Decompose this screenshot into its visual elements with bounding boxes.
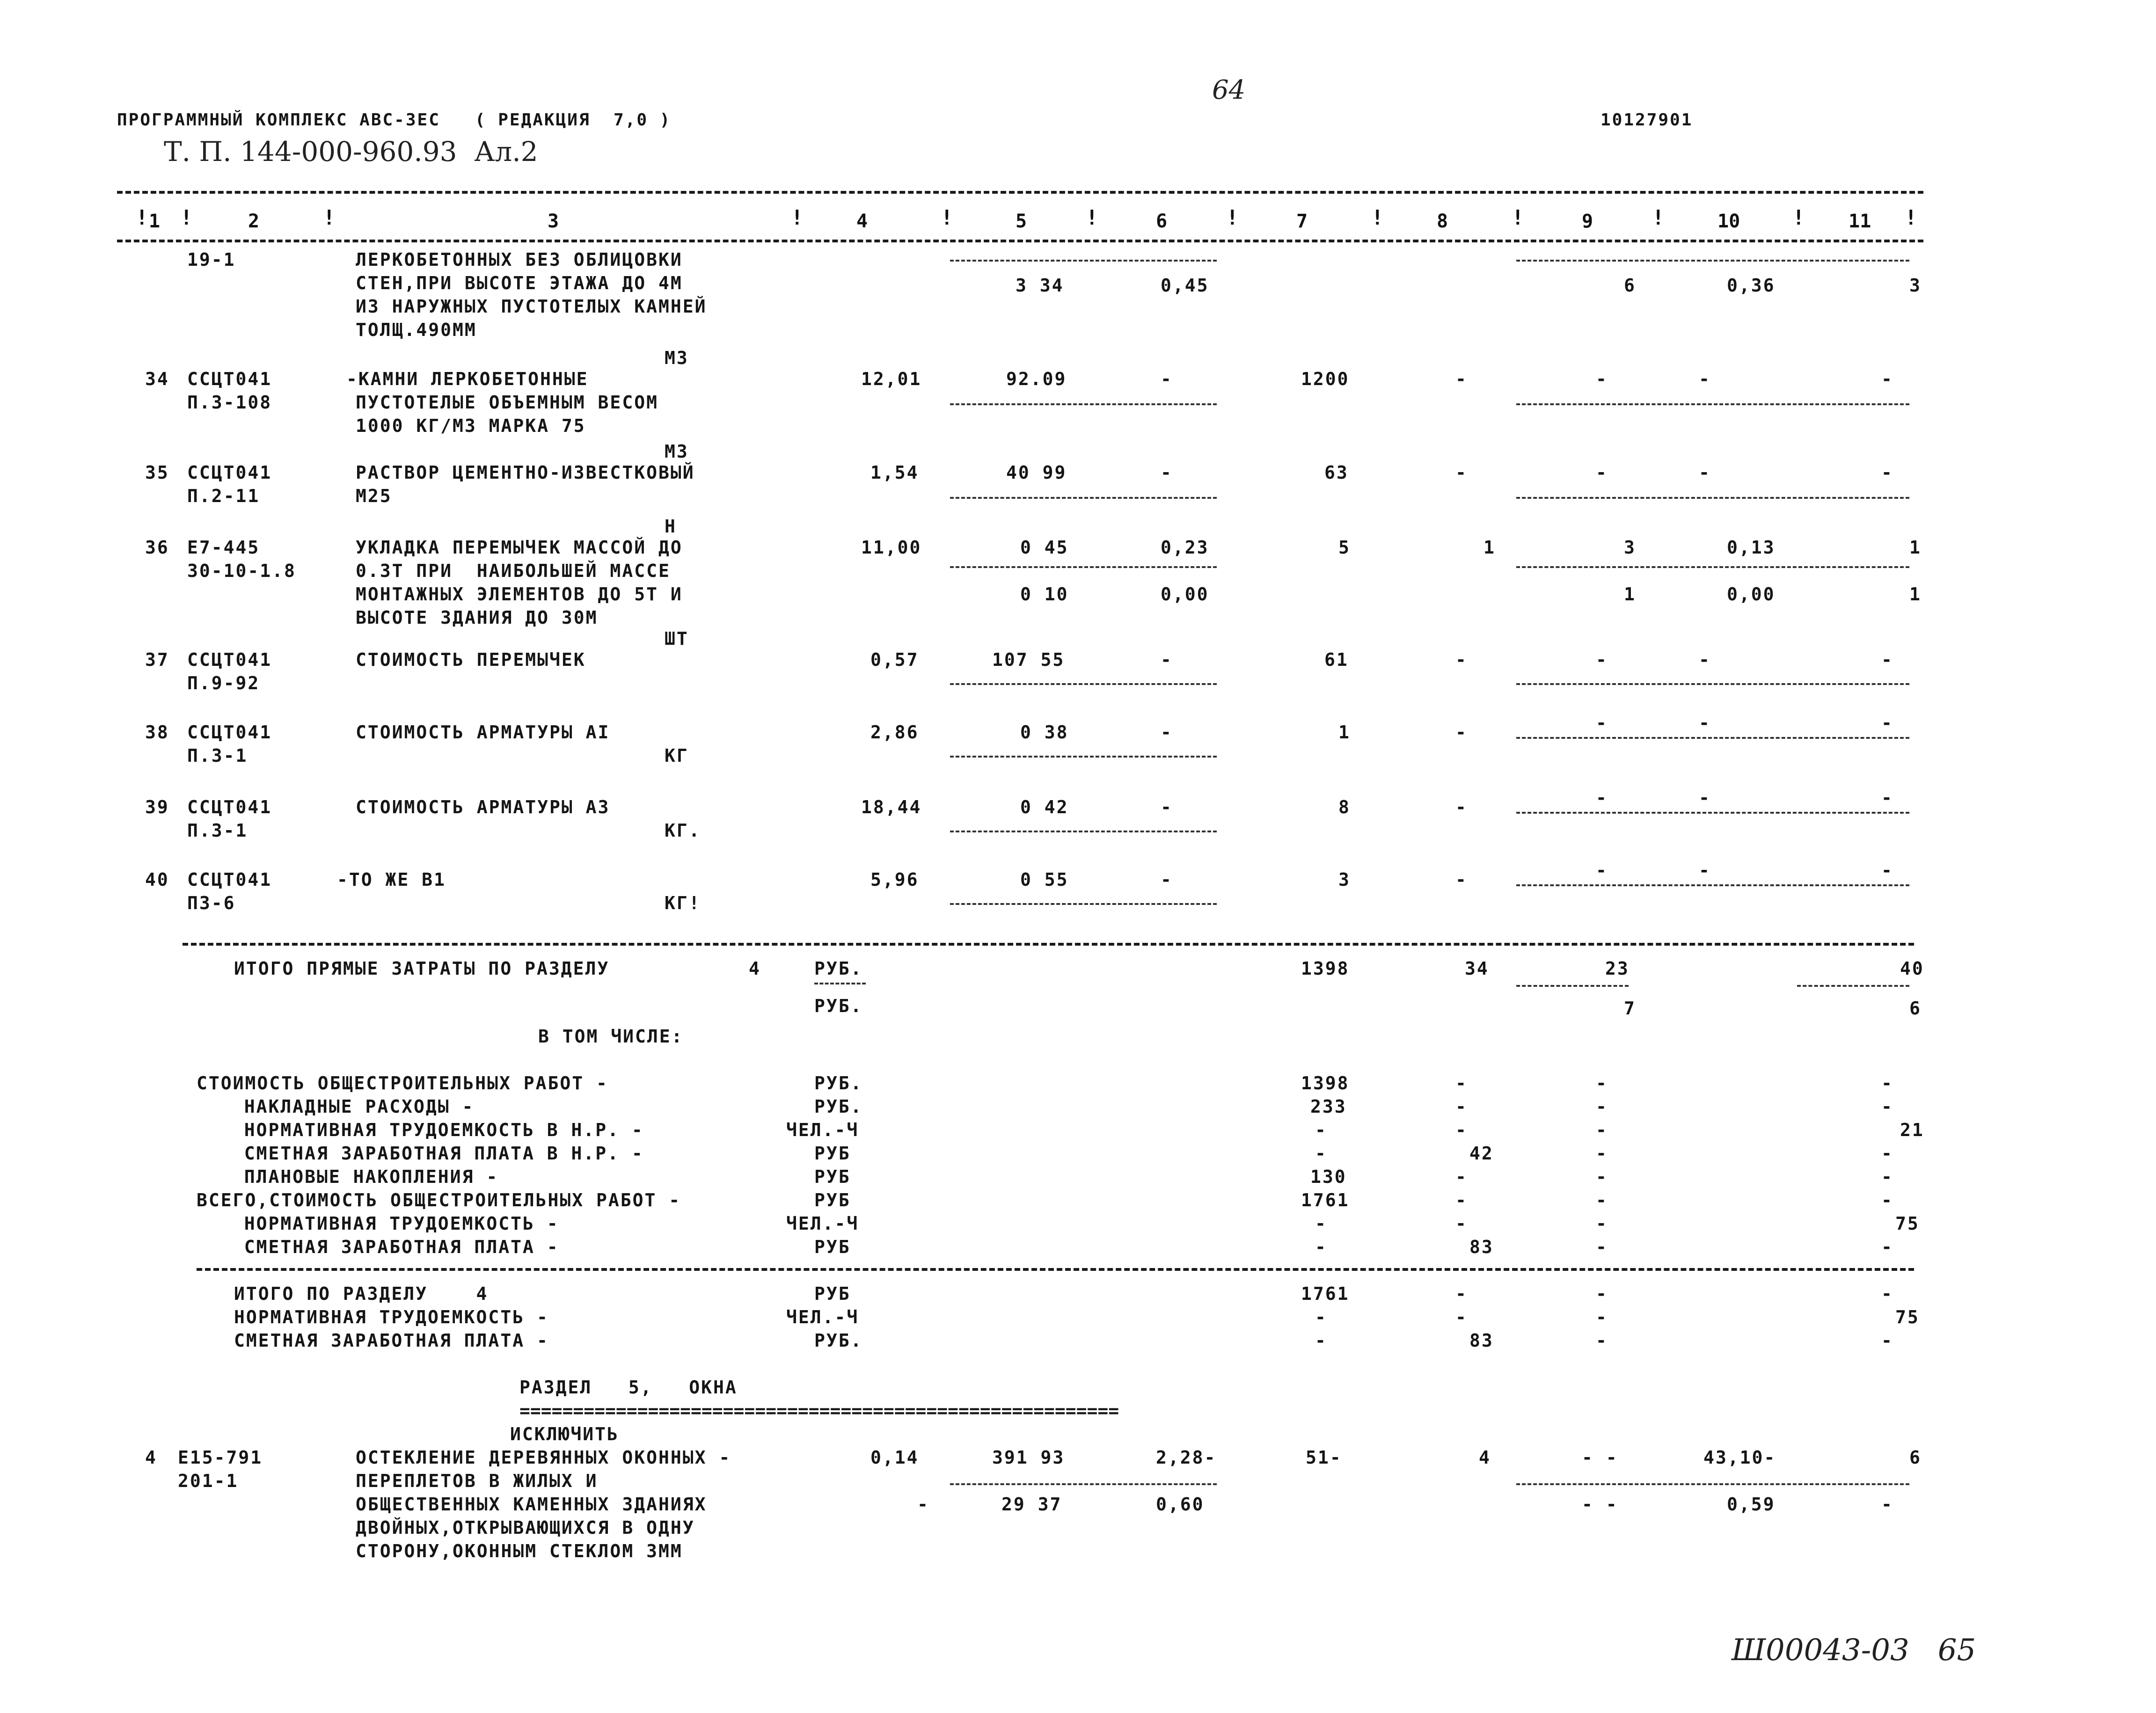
cell-c10: - [1699, 369, 1711, 389]
cell-c6: - [1161, 462, 1173, 483]
row-desc: СТОИМОСТЬ АРМАТУРЫ А3 [356, 797, 610, 817]
cell-c6: 0,45 [1161, 275, 1209, 296]
cell-c11: 6 [1909, 1447, 1922, 1468]
cell-c9: - [1596, 1237, 1608, 1257]
breakdown-unit: ЧЕЛ.-Ч [786, 1213, 859, 1234]
cell-c7: 1761 [1301, 1190, 1350, 1210]
cell-c7: 1200 [1301, 369, 1350, 389]
row-code: П.3-1 [187, 820, 248, 841]
breakdown-label: НАКЛАДНЫЕ РАСХОДЫ - [220, 1096, 475, 1117]
cell-rule [1516, 737, 1909, 739]
cell-c9: - [1596, 713, 1608, 733]
handwritten-page-number: 64 [1212, 75, 1246, 105]
cell-qty: 18,44 [861, 797, 922, 817]
row-code: ССЦТ041 [187, 369, 272, 389]
cell-c11: 75 [1895, 1307, 1920, 1327]
row-unit: КГ [665, 745, 689, 766]
exclude-label: ИСКЛЮЧИТЬ [510, 1424, 619, 1444]
cell-c11: - [1881, 1494, 1893, 1515]
cell-c8: - [1455, 797, 1468, 817]
row-code: ССЦТ041 [187, 722, 272, 743]
cell-c11: 3 [1909, 275, 1922, 296]
row-desc: ОБЩЕСТВЕННЫХ КАМЕННЫХ ЗДАНИЯХ [356, 1494, 707, 1515]
row-desc: ДВОЙНЫХ,ОТКРЫВАЮЩИХСЯ В ОДНУ [356, 1517, 695, 1538]
breakdown-label: СТОИМОСТЬ ОБЩЕСТРОИТЕЛЬНЫХ РАБОТ - [197, 1073, 608, 1093]
section-total-unit: РУБ [814, 1283, 851, 1304]
row-desc: МОНТАЖНЫХ ЭЛЕМЕНТОВ ДО 5Т И [356, 584, 683, 605]
row-code: П.2-11 [187, 486, 260, 506]
cell-c8: - [1455, 869, 1468, 890]
row-desc: 1000 КГ/М3 МАРКА 75 [356, 415, 586, 436]
cell-c5: 3 34 [1016, 275, 1064, 296]
row-code: П.9-92 [187, 673, 260, 693]
cell-rule [1516, 683, 1909, 685]
cell-c8: 83 [1469, 1330, 1494, 1351]
cell-c9: - [1596, 860, 1608, 881]
cell-qty: 11,00 [861, 537, 922, 558]
row-number: 39 [145, 797, 169, 817]
cell-rule [950, 403, 1217, 405]
cell-c5: 107 55 [992, 649, 1065, 670]
cell-c11: 1 [1909, 584, 1922, 605]
cell-c10: - [1699, 713, 1711, 733]
row-desc: ПУСТОТЕЛЫЕ ОБЪЕМНЫМ ВЕСОМ [356, 392, 658, 413]
cell-c7: 61 [1324, 649, 1349, 670]
col-10: 10 [1717, 211, 1740, 232]
row-unit: КГ! [665, 893, 701, 913]
cell-c9: - [1596, 1073, 1608, 1093]
cell-c7: - [1315, 1330, 1327, 1351]
cell-c7: 3 [1338, 869, 1351, 890]
cell-rule [1516, 884, 1909, 886]
cell-c7: 1398 [1301, 1073, 1350, 1093]
row-unit: М3 [665, 348, 689, 368]
row-unit: КГ. [665, 820, 701, 841]
cell-c8: - [1455, 1096, 1468, 1117]
col-5: 5 [1016, 211, 1027, 232]
header-bottom-rule [117, 240, 1923, 242]
cell-c9: - [1596, 1283, 1608, 1304]
col-3: 3 [548, 211, 559, 232]
cell-c8: - [1455, 649, 1468, 670]
cell-c6: - [1161, 649, 1173, 670]
row-code: ССЦТ041 [187, 869, 272, 890]
cell-c11: - [1881, 1096, 1893, 1117]
cell-c9: - [1596, 369, 1608, 389]
cell-c9: - - [1582, 1494, 1618, 1515]
col-8: 8 [1437, 211, 1448, 232]
row-code: 30-10-1.8 [187, 561, 296, 581]
document-code: 10127901 [1601, 110, 1693, 130]
row-unit: ШТ [665, 628, 689, 649]
cell-c5: 40 99 [1006, 462, 1067, 483]
cell-rule [1516, 403, 1909, 405]
cell-rule [950, 497, 1217, 499]
cell-qty: 0,14 [870, 1447, 919, 1468]
cell-c8: 1 [1484, 537, 1496, 558]
row-desc: СТЕН,ПРИ ВЫСОТЕ ЭТАЖА ДО 4М [356, 273, 683, 293]
cell-rule [950, 903, 1217, 905]
row-desc: -КАМНИ ЛЕРКОБЕТОННЫЕ [346, 369, 589, 389]
cell-rule [1516, 497, 1909, 499]
row-code: Е7-445 [187, 537, 260, 558]
cell-c9: - [1596, 462, 1608, 483]
cell-c7: - [1315, 1213, 1327, 1234]
col-11: 11 [1849, 211, 1871, 232]
cell-c11: - [1881, 713, 1893, 733]
cell-c9: - [1596, 1213, 1608, 1234]
row-number: 37 [145, 649, 169, 670]
cell-c8: - [1455, 1213, 1468, 1234]
cell-qty: 0,57 [870, 649, 919, 670]
cell-c7: 1398 [1301, 958, 1350, 979]
section-total-label: СМЕТНАЯ ЗАРАБОТНАЯ ПЛАТА - [234, 1330, 549, 1351]
breakdown-unit: РУБ. [814, 1096, 863, 1117]
cell-c8: - [1455, 462, 1468, 483]
cell-qty: 5,96 [870, 869, 919, 890]
row-code: П3-6 [187, 893, 236, 913]
cell-c10: 0,00 [1727, 584, 1776, 605]
cell-c8: - [1455, 369, 1468, 389]
cell-qty: 2,86 [870, 722, 919, 743]
totals-unit: РУБ. [814, 996, 863, 1016]
totals-unit: РУБ. [814, 958, 863, 979]
header-top-rule [117, 191, 1923, 194]
row-unit: Н [665, 516, 677, 537]
cell-c7: 63 [1324, 462, 1349, 483]
cell-c9: - [1596, 1120, 1608, 1140]
cell-c8: - [1455, 1120, 1468, 1140]
row-desc: ПЕРЕПЛЕТОВ В ЖИЛЫХ И [356, 1471, 598, 1491]
breakdown-label: НОРМАТИВНАЯ ТРУДОЕМКОСТЬ - [220, 1213, 559, 1234]
cell-c9: - [1596, 1190, 1608, 1210]
row-number: 38 [145, 722, 169, 743]
cell-c5: 0 45 [1020, 537, 1069, 558]
cell-c8: - [1455, 722, 1468, 743]
cell-c6: - [1161, 797, 1173, 817]
row-desc: ИЗ НАРУЖНЫХ ПУСТОТЕЛЫХ КАМНЕЙ [356, 296, 707, 317]
cell-c9: 3 [1624, 537, 1636, 558]
cell-c10: 0,13 [1727, 537, 1776, 558]
cell-c6: 0,00 [1161, 584, 1209, 605]
cell-c5: 92.09 [1006, 369, 1067, 389]
cell-c10: 0,36 [1727, 275, 1776, 296]
cell-c9: - [1596, 1330, 1608, 1351]
cell-rule [1516, 566, 1909, 568]
col-9: 9 [1582, 211, 1593, 232]
breakdown-unit: ЧЕЛ.-Ч [786, 1120, 859, 1140]
cell-rule [1516, 985, 1629, 987]
row-desc: СТОИМОСТЬ АРМАТУРЫ АI [356, 722, 610, 743]
cell-c9: 23 [1605, 958, 1630, 979]
row-desc: ВЫСОТЕ ЗДАНИЯ ДО 30М [356, 607, 598, 628]
row-number: 4 [145, 1447, 157, 1468]
row-code: ССЦТ041 [187, 797, 272, 817]
cell-c7: 5 [1338, 537, 1351, 558]
row-code: Е15-791 [178, 1447, 263, 1468]
cell-c7: 8 [1338, 797, 1351, 817]
cell-c6: 0,23 [1161, 537, 1209, 558]
row-code: П.3-1 [187, 745, 248, 766]
row-code: 19-1 [187, 249, 236, 270]
breakdown-label: СМЕТНАЯ ЗАРАБОТНАЯ ПЛАТА - [220, 1237, 559, 1257]
cell-c5: 29 37 [1001, 1494, 1062, 1515]
cell-c9: 1 [1624, 584, 1636, 605]
row-desc: 0.3Т ПРИ НАИБОЛЬШЕЙ МАССЕ [356, 561, 671, 581]
cell-c7: 1 [1338, 722, 1351, 743]
cell-c11: - [1881, 1166, 1893, 1187]
row-unit: М3 [665, 441, 689, 462]
cell-c11: - [1881, 369, 1893, 389]
row-number: 40 [145, 869, 169, 890]
cell-c8: - [1455, 1073, 1468, 1093]
cell-rule [950, 566, 1217, 568]
breakdown-unit: РУБ [814, 1143, 851, 1164]
cell-c7: - [1315, 1237, 1327, 1257]
cell-qty: 1,54 [870, 462, 919, 483]
cell-c11: - [1881, 1143, 1893, 1164]
totals-section-number: 4 [749, 958, 761, 979]
col-6: 6 [1156, 211, 1168, 232]
cell-c9: - - [1582, 1447, 1618, 1468]
col-4: 4 [856, 211, 868, 232]
cell-c10: - [1699, 649, 1711, 670]
cell-c11: - [1881, 649, 1893, 670]
cell-c11: - [1881, 1283, 1893, 1304]
cell-c5: 0 10 [1020, 584, 1069, 605]
row-desc: РАСТВОР ЦЕМЕНТНО-ИЗВЕСТКОВЫЙ [356, 462, 695, 483]
cell-c8: - [1455, 1307, 1468, 1327]
cell-c8: 34 [1465, 958, 1489, 979]
row-code: П.3-108 [187, 392, 272, 413]
cell-c7: - [1315, 1307, 1327, 1327]
cell-rule [1516, 1483, 1909, 1485]
cell-c8: 42 [1469, 1143, 1494, 1164]
cell-c9: 6 [1624, 275, 1636, 296]
cell-c9: 7 [1624, 998, 1636, 1019]
cell-c9: - [1596, 1166, 1608, 1187]
cell-c11: - [1881, 787, 1893, 808]
cell-c11: 75 [1895, 1213, 1920, 1234]
row-desc: ОСТЕКЛЕНИЕ ДЕРЕВЯННЫХ ОКОННЫХ - [356, 1447, 731, 1468]
cell-c7: 233 [1310, 1096, 1347, 1117]
cell-c6: - [1161, 869, 1173, 890]
cell-c8: 83 [1469, 1237, 1494, 1257]
totals-rule [183, 943, 1914, 946]
cell-c8: - [1455, 1166, 1468, 1187]
row-code: ССЦТ041 [187, 462, 272, 483]
row-code: ССЦТ041 [187, 649, 272, 670]
cell-c11: 40 [1900, 958, 1924, 979]
cell-c7: 1761 [1301, 1283, 1350, 1304]
col-1: 1 [149, 211, 161, 232]
cell-c11: - [1881, 1237, 1893, 1257]
cell-c11: 21 [1900, 1120, 1924, 1140]
cell-c11: - [1881, 860, 1893, 881]
cell-c6: 2,28- [1156, 1447, 1217, 1468]
breakdown-unit: РУБ [814, 1166, 851, 1187]
cell-qty: 12,01 [861, 369, 922, 389]
row-number: 36 [145, 537, 169, 558]
cell-c9: - [1596, 1143, 1608, 1164]
cell-c8: - [1455, 1283, 1468, 1304]
cell-c9: - [1596, 1307, 1608, 1327]
cell-qty: - [917, 1494, 929, 1515]
cell-rule [950, 831, 1217, 832]
cell-rule [950, 260, 1217, 262]
cell-c11: - [1881, 1073, 1893, 1093]
cell-c10: 43,10- [1703, 1447, 1776, 1468]
cell-c11: - [1881, 1190, 1893, 1210]
cell-c9: - [1596, 1096, 1608, 1117]
cell-c5: 0 42 [1020, 797, 1069, 817]
row-desc: ТОЛЩ.490ММ [356, 320, 477, 340]
row-desc: -ТО ЖЕ В1 [337, 869, 446, 890]
doc-reference: Т. П. 144-000-960.93 Ал.2 [164, 136, 538, 168]
col-7: 7 [1296, 211, 1308, 232]
cell-c11: 6 [1909, 998, 1922, 1019]
cell-c10: 0,59 [1727, 1494, 1776, 1515]
row-code: 201-1 [178, 1471, 239, 1491]
breakdown-unit: РУБ. [814, 1073, 863, 1093]
cell-c5: 0 55 [1020, 869, 1069, 890]
cell-c9: - [1596, 649, 1608, 670]
cell-rule [1516, 260, 1909, 262]
cell-rule [950, 756, 1217, 758]
section-total-label: ИТОГО ПО РАЗДЕЛУ 4 [234, 1283, 489, 1304]
row-desc: ЛЕРКОБЕТОННЫХ БЕЗ ОБЛИЦОВКИ [356, 249, 683, 270]
cell-c8: - [1455, 1190, 1468, 1210]
cell-c11: 1 [1909, 537, 1922, 558]
cell-c6: - [1161, 722, 1173, 743]
breakdown-label: ПЛАНОВЫЕ НАКОПЛЕНИЯ - [220, 1166, 499, 1187]
cell-c9: - [1596, 787, 1608, 808]
row-desc: СТОРОНУ,ОКОННЫМ СТЕКЛОМ 3ММ [356, 1541, 683, 1561]
cell-c10: - [1699, 860, 1711, 881]
footer-stamp: Ш00043-03 65 [1732, 1633, 1976, 1668]
breakdown-label: ВСЕГО,СТОИМОСТЬ ОБЩЕСТРОИТЕЛЬНЫХ РАБОТ - [197, 1190, 681, 1210]
section-total-unit: ЧЕЛ.-Ч [786, 1307, 859, 1327]
cell-c5: 391 93 [992, 1447, 1065, 1468]
section-total-unit: РУБ. [814, 1330, 863, 1351]
breakdown-label: СМЕТНАЯ ЗАРАБОТНАЯ ПЛАТА В Н.Р. - [220, 1143, 644, 1164]
row-number: 34 [145, 369, 169, 389]
breakdown-unit: РУБ [814, 1190, 851, 1210]
totals-label: ИТОГО ПРЯМЫЕ ЗАТРАТЫ ПО РАЗДЕЛУ [234, 958, 610, 979]
cell-c11: - [1881, 1330, 1893, 1351]
row-desc: СТОИМОСТЬ ПЕРЕМЫЧЕК [356, 649, 586, 670]
col-2: 2 [248, 211, 260, 232]
cell-c7: 130 [1310, 1166, 1347, 1187]
cell-rule [1516, 812, 1909, 814]
section-title-underline: ======================================================== [519, 1400, 1119, 1421]
breakdown-label: НОРМАТИВНАЯ ТРУДОЕМКОСТЬ В Н.Р. - [220, 1120, 644, 1140]
cell-c7: 51- [1306, 1447, 1342, 1468]
breakdown-unit: РУБ [814, 1237, 851, 1257]
cell-rule [814, 983, 866, 984]
section-total-label: НОРМАТИВНАЯ ТРУДОЕМКОСТЬ - [234, 1307, 549, 1327]
program-header: ПРОГРАММНЫЙ КОМПЛЕКС АВС-3ЕС ( РЕДАКЦИЯ 7,0 ) [117, 110, 672, 130]
cell-rule [950, 683, 1217, 685]
cell-rule [1797, 985, 1909, 987]
cell-c7: - [1315, 1120, 1327, 1140]
cell-c6: - [1161, 369, 1173, 389]
section-total-rule [197, 1268, 1914, 1271]
row-desc: М25 [356, 486, 392, 506]
row-desc: УКЛАДКА ПЕРЕМЫЧЕК МАССОЙ ДО [356, 537, 683, 558]
row-number: 35 [145, 462, 169, 483]
cell-c6: 0,60 [1156, 1494, 1205, 1515]
cell-c10: - [1699, 787, 1711, 808]
cell-c5: 0 38 [1020, 722, 1069, 743]
cell-c7: - [1315, 1143, 1327, 1164]
cell-rule [950, 1483, 1217, 1485]
cell-c11: - [1881, 462, 1893, 483]
section-title: РАЗДЕЛ 5, ОКНА [519, 1377, 738, 1398]
cell-c8: 4 [1479, 1447, 1491, 1468]
including-heading: В ТОМ ЧИСЛЕ: [538, 1026, 684, 1047]
cell-c10: - [1699, 462, 1711, 483]
